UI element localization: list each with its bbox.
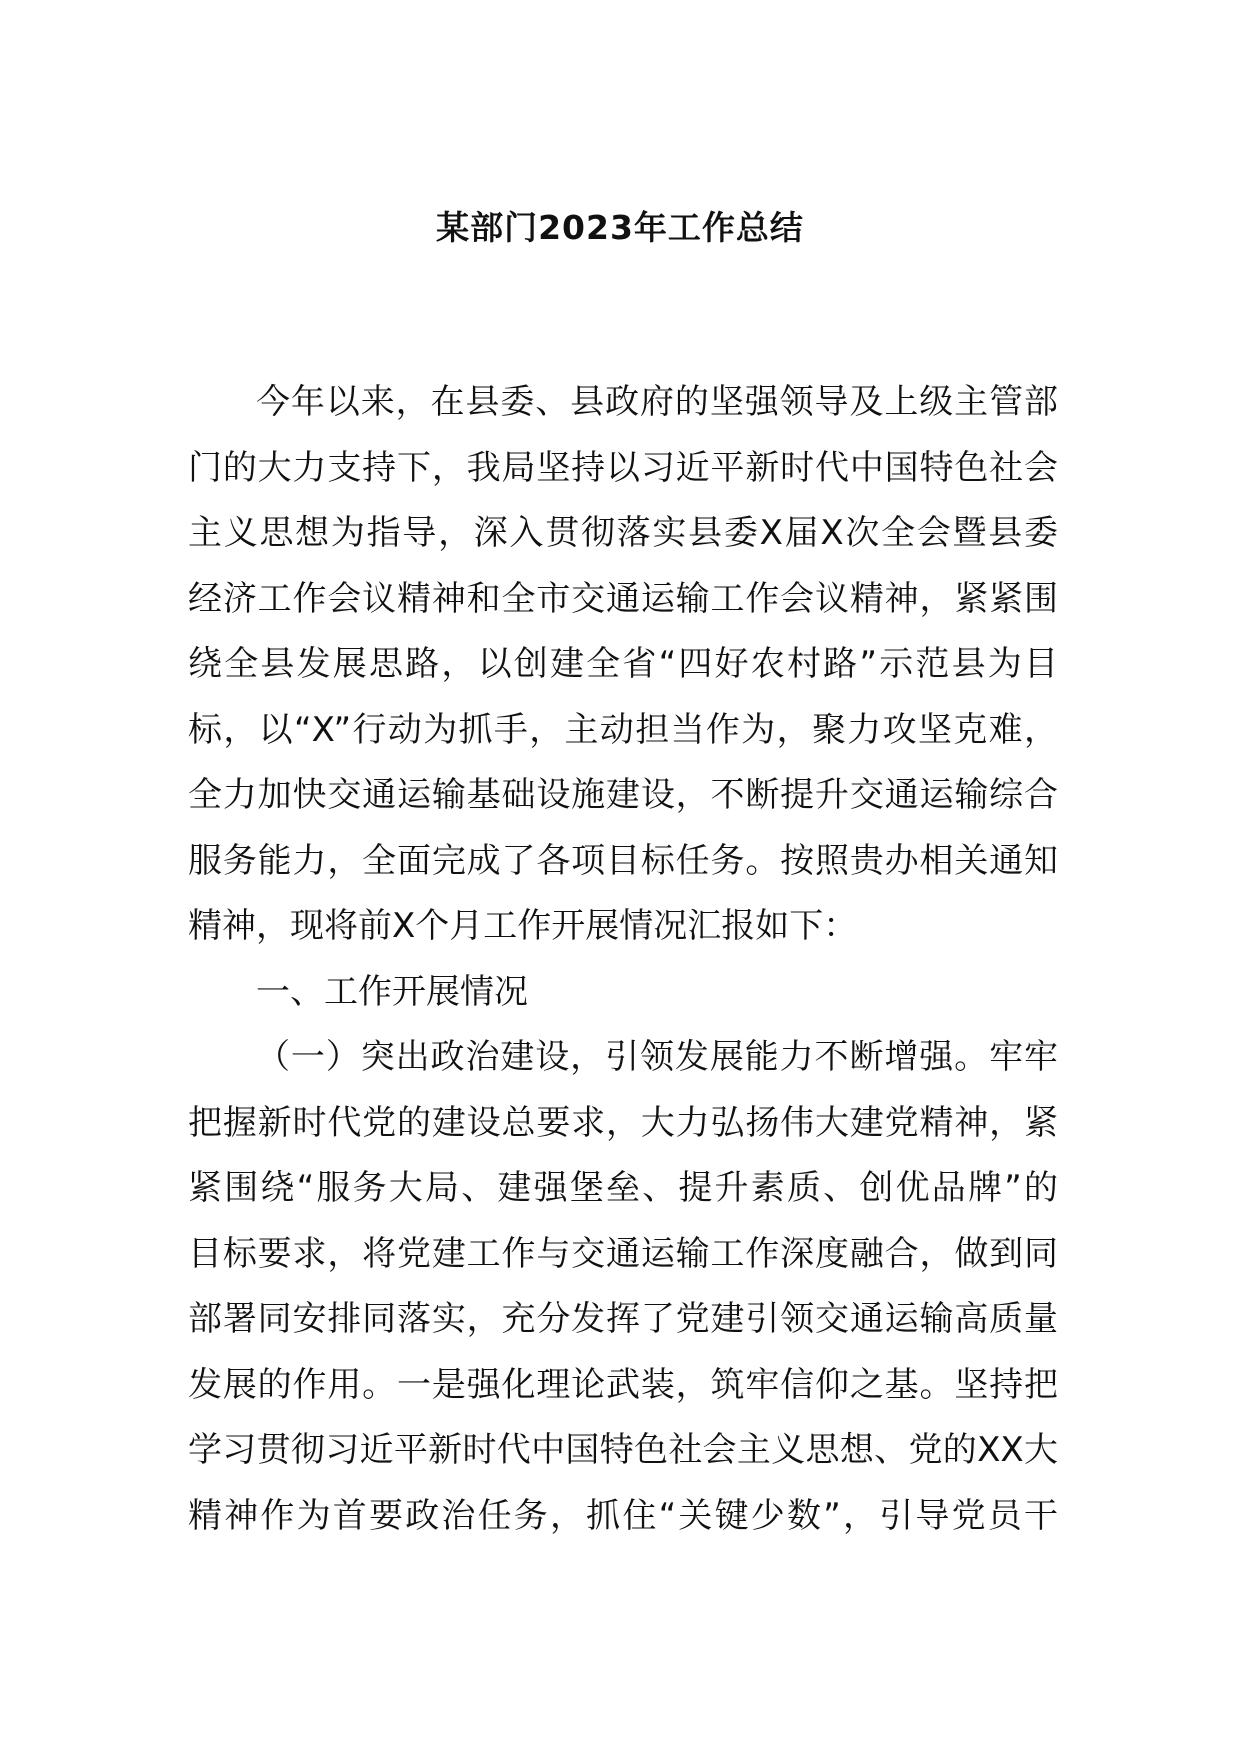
paragraph-line: 把握新时代党的建设总要求，大力弘扬伟大建党精神，紧 — [188, 1102, 1058, 1143]
paragraph-line: 发展的作用。一是强化理论武装，筑牢信仰之基。坚持把 — [188, 1364, 1058, 1405]
paragraph-line: 主义思想为指导，深入贯彻落实县委X届X次全会暨县委 — [188, 513, 1058, 553]
paragraph-line: 经济工作会议精神和全市交通运输工作会议精神，紧紧围 — [188, 578, 1058, 619]
document-body — [188, 370, 1058, 1549]
paragraph-line: 目标要求，将党建工作与交通运输工作深度融合，做到同 — [188, 1233, 1058, 1274]
paragraph-line: 精神作为首要政治任务，抓住“关键少数”，引导党员干 — [188, 1495, 1058, 1536]
paragraph-line: 学习贯彻习近平新时代中国特色社会主义思想、党的XX大 — [188, 1430, 1058, 1470]
paragraph-line: 全力加快交通运输基础设施建设，不断提升交通运输综合 — [188, 775, 1058, 815]
paragraph-line: 今年以来，在县委、县政府的坚强领导及上级主管部 — [256, 382, 1058, 422]
paragraph-line: 标，以“X”行动为抓手，主动担当作为，聚力攻坚克难， — [188, 709, 1058, 750]
paragraph-line: 服务能力，全面完成了各项目标任务。按照贵办相关通知 — [188, 840, 1058, 881]
paragraph-line: 部署同安排同落实，充分发挥了党建引领交通运输高质量 — [188, 1299, 1058, 1339]
paragraph-line: 紧围绕“服务大局、建强堡垒、提升素质、创优品牌”的 — [188, 1168, 1058, 1208]
paragraph-line: （一）突出政治建设，引领发展能力不断增强。牢牢 — [256, 1037, 1058, 1077]
document-title: 某部门2023年工作总结 — [436, 208, 804, 247]
paragraph-line: 门的大力支持下，我局坚持以习近平新时代中国特色社会 — [188, 447, 1058, 488]
paragraph-line: 绕全县发展思路，以创建全省“四好农村路”示范县为目 — [188, 644, 1058, 684]
paragraph-line: 精神，现将前X个月工作开展情况汇报如下： — [188, 906, 858, 946]
section-heading: 一、工作开展情况 — [256, 971, 528, 1012]
